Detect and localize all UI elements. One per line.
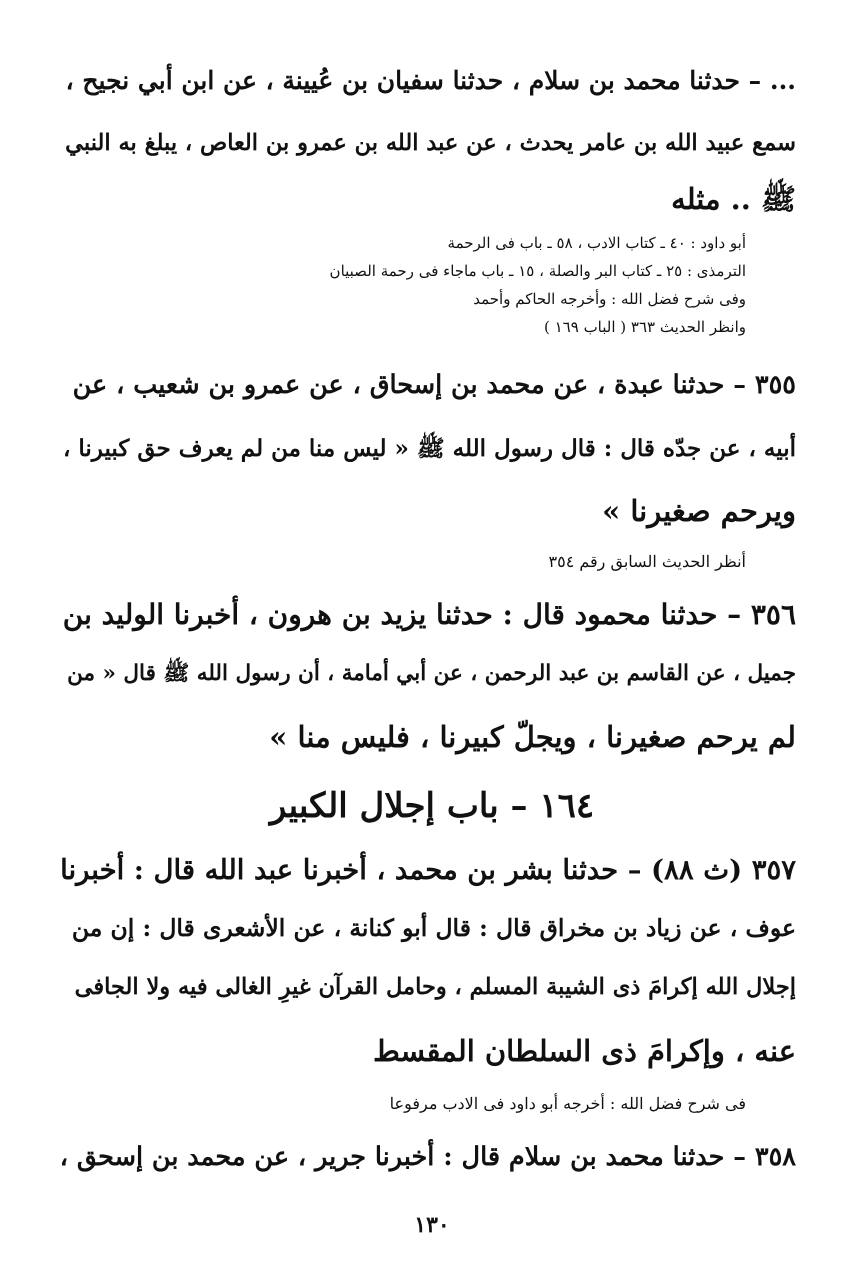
chapter-heading: ١٦٤ – باب إجلال الكبير	[269, 786, 595, 826]
text-line: ويرحم صغيرنا »	[602, 494, 796, 528]
hadith-357-line: ٣٥٧ (ث ٨٨) – حدثنا بشر بن محمد ، أخبرنا عبد الله قال : أخبرنا	[60, 854, 796, 886]
hadith-358-line: ٣٥٨ – حدثنا محمد بن سلام قال : أخبرنا جرير ، عن محمد بن إسحق ،	[59, 1142, 796, 1172]
footnote-line: الترمذى : ٢٥ ـ كتاب البر والصلة ، ١٥ ـ باب ماجاء فى رحمة الصبيان	[329, 262, 746, 280]
text-line: سمع عبيد الله بن عامر يحدث ، عن عبد الله بن عمرو بن العاص ، يبلغ به النبي	[65, 130, 796, 156]
text-line: جميل ، عن القاسم بن عبد الرحمن ، عن أبي أمامة ، أن رسول الله ﷺ قال « من	[67, 661, 796, 686]
text-line: ... – حدثنا محمد بن سلام ، حدثنا سفيان بن عُيينة ، عن ابن أبي نجيح ،	[65, 66, 796, 95]
hadith-355-line: ٣٥٥ – حدثنا عبدة ، عن محمد بن إسحاق ، عن عمرو بن شعيب ، عن	[72, 370, 796, 400]
footnote-line: فى شرح فضل الله : أخرجه أبو داود فى الادب مرفوعا	[389, 1094, 746, 1113]
footnote-line: أبو داود : ٤٠ ـ كتاب الادب ، ٥٨ ـ باب فى الرحمة	[447, 234, 746, 252]
text-line: إجلال الله إكرامَ ذى الشيبة المسلم ، وحامل القرآن غيرِ الغالى فيه ولا الجافى	[74, 974, 796, 1000]
text-line: أبيه ، عن جدّه قال : قال رسول الله ﷺ « ليس منا من لم يعرف حق كبيرنا ،	[62, 435, 796, 462]
text-line: لم يرحم صغيرنا ، ويجلّ كبيرنا ، فليس منا »	[269, 720, 796, 754]
hadith-356-line: ٣٥٦ – حدثنا محمود قال : حدثنا يزيد بن هرون ، أخبرنا الوليد بن	[62, 598, 796, 631]
page-number: ١٣٠	[414, 1212, 450, 1238]
footnote-line: أنظر الحديث السابق رقم ٣٥٤	[548, 552, 746, 571]
text-line: عوف ، عن زياد بن مخراق قال : قال أبو كنانة ، عن الأشعرى قال : إن من	[71, 914, 796, 942]
footnote-line: وانظر الحديث ٣٦٣ ( الباب ١٦٩ )	[544, 318, 746, 336]
footnote-line: وفى شرح فضل الله : وأخرجه الحاكم وأحمد	[473, 290, 746, 308]
text-line: ﷺ .. مثله	[671, 182, 796, 216]
text-line: عنه ، وإكرامَ ذى السلطان المقسط	[373, 1034, 796, 1068]
